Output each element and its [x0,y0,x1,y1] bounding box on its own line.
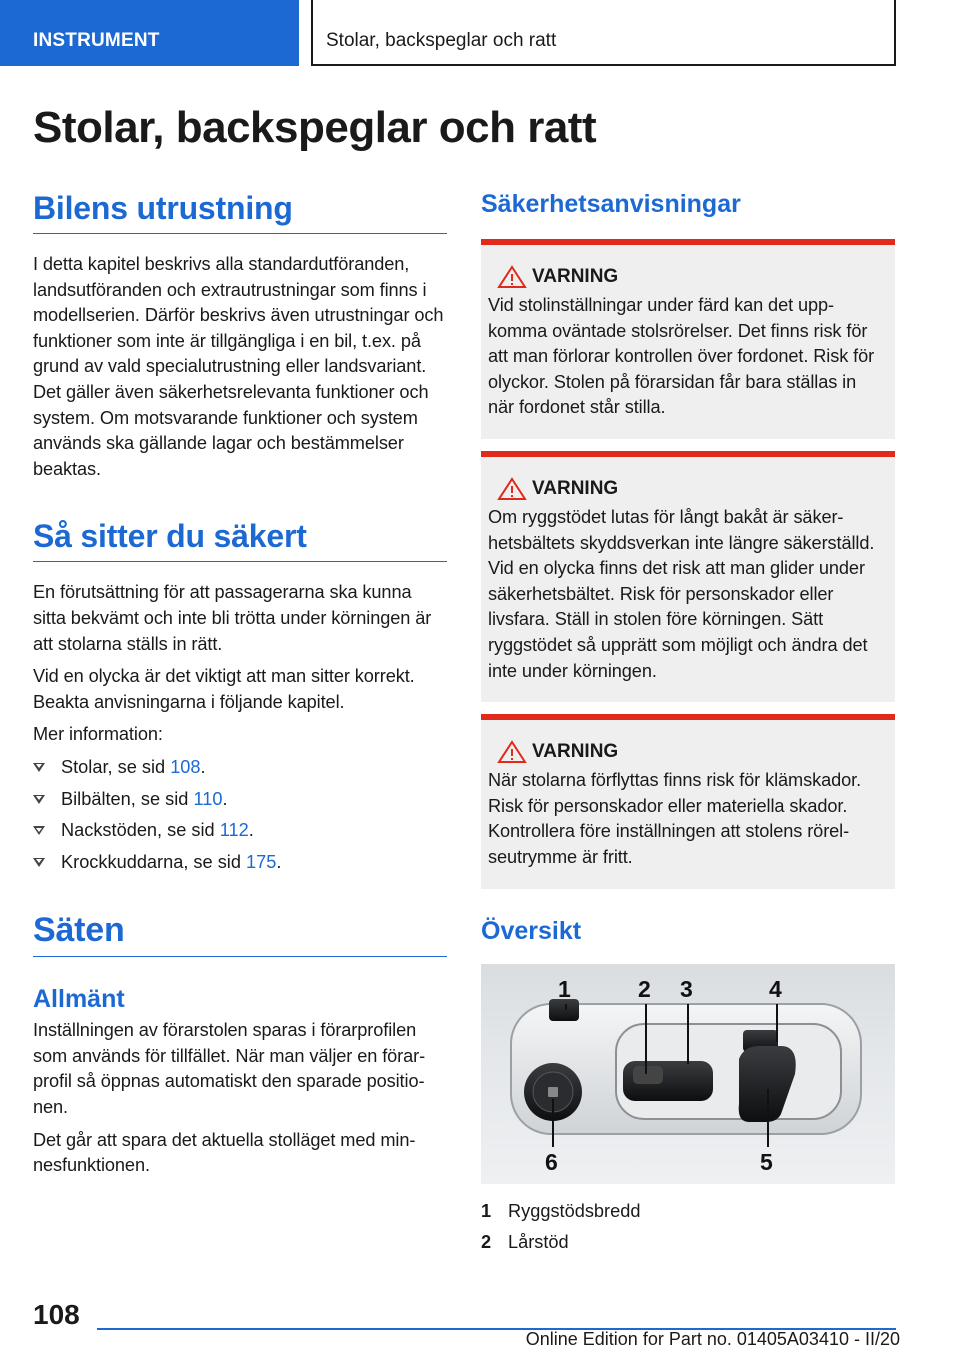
triangle-bullet-icon [33,826,45,835]
safe-p1: En förutsättning för att passagerarna ska kunna sitta bekvämt och inte bli trötta under körningen är att stolarna ställs in rätt. [33,582,432,654]
warning-title: VARNING [532,741,619,763]
callout-number: 6 [545,1148,558,1175]
callout-number: 1 [558,975,571,1002]
general-subheading: Allmänt [33,985,125,1014]
callout-leader [552,1099,554,1147]
callout-leader [776,1004,778,1042]
list-item: 1 Ryggstödsbredd [481,1200,641,1221]
list-item: Krockkuddarna, se sid 175. [33,850,447,876]
safe-heading: Så sitter du säkert [33,518,447,562]
safe-p2: Vid en olycka är det viktigt att man sitter korrekt. Beakta anvisningarna i följande kapitel. [33,666,415,712]
callout-leader [565,1004,567,1010]
section-seats [33,911,447,1179]
header-chapter-title: Stolar, backspeglar och ratt [311,0,896,66]
warning-text: När stolarna förflyttas finns risk för klämskador. Risk för personskador eller materiella skador. Kontrollera före inställningen att stolens rörelseutrymme är fritt. [488,770,862,867]
equipment-text: I detta kapitel beskrivs alla standardutföranden, landsutföranden och extrautrustningar som finns i modellserien. Därför beskrivs även utrustningar och funktioner som inte är tillgängliga i en bil, t.ex. på grund av vald specialutrustning eller landsvariant. Det gäller även säkerhetsrelevanta funktioner och system. Om motsvarande funktioner och system används ska gällande lagar och bestämmelser beaktas. [33,254,444,479]
right-column [481,190,895,1258]
list-item: Stolar, se sid 108. [33,755,447,781]
section-safe-seating [33,518,447,875]
callout-leader [645,1004,647,1074]
list-item: 2 Lårstöd [481,1231,569,1252]
legend-list [481,1196,895,1258]
left-column [33,190,447,1186]
header-section-tab: INSTRUMENT [0,0,299,66]
seat-controls-photo [481,964,895,1184]
warning-box [481,451,895,702]
equipment-heading: Bilens utrustning [33,190,447,234]
page-link[interactable]: 175 [246,851,277,872]
warning-box [481,714,895,888]
callout-leader [687,1004,689,1064]
triangle-bullet-icon [33,858,45,867]
list-item: Nackstöden, se sid 112. [33,818,447,844]
warning-title: VARNING [532,477,619,499]
more-info-list [33,755,447,875]
list-item: Bilbälten, se sid 110. [33,787,447,813]
overview-heading: Översikt [481,916,582,945]
warning-triangle-icon [494,477,530,501]
warning-triangle-icon [494,740,530,764]
callout-number: 5 [760,1148,773,1175]
warning-triangle-icon [494,265,530,289]
callout-number: 2 [638,975,651,1002]
page-link[interactable]: 110 [193,788,223,809]
footer-edition: Online Edition for Part no. 01405A03410 - II/20 [525,1329,900,1349]
warning-title: VARNING [532,266,619,287]
callout-number: 3 [680,975,693,1002]
section-equipment [33,190,447,482]
triangle-bullet-icon [33,795,45,804]
warning-text: Vid stolinställningar under färd kan det uppkomma oväntade stolsrörelser. Det finns risk för att man förlorar kontrollen över fordonet. Risk för olyckor. Stolen på förarsidan får bara ställas in när fordonet står stilla. [488,295,875,418]
triangle-bullet-icon [33,763,45,772]
warning-text: Om ryggstödet lutas för långt bakåt är säkerhetsbältets skyddsverkan inte längre säkerställd. Vid en olycka finns det risk att man glider under säkerhetsbältet. Risk för personskador eller livsfara. Ställ in stolen före körningen. Sätt ryggstödet så upprätt som möjligt och ändra det inte under körningen. [488,506,875,681]
seats-heading: Säten [33,911,447,957]
callout-leader [767,1089,769,1147]
page-link[interactable]: 108 [170,756,201,777]
safety-heading: Säkerhetsanvisningar [481,190,741,218]
page-number: 108 [33,1299,80,1330]
page-link[interactable]: 112 [219,820,249,841]
page-title: Stolar, backspeglar och ratt [33,103,597,152]
callout-number: 4 [769,975,782,1002]
seats-p2: Det går att spara det aktuella stolläget med minnesfunktionen. [33,1129,416,1176]
warning-box [481,239,895,439]
safe-p3: Mer information: [33,724,163,745]
seats-p1: Inställningen av förarstolen sparas i förarprofilen som används för tillfället. När man väljer en förarprofil så öppnas automatiskt den sparade positionen. [33,1020,426,1118]
